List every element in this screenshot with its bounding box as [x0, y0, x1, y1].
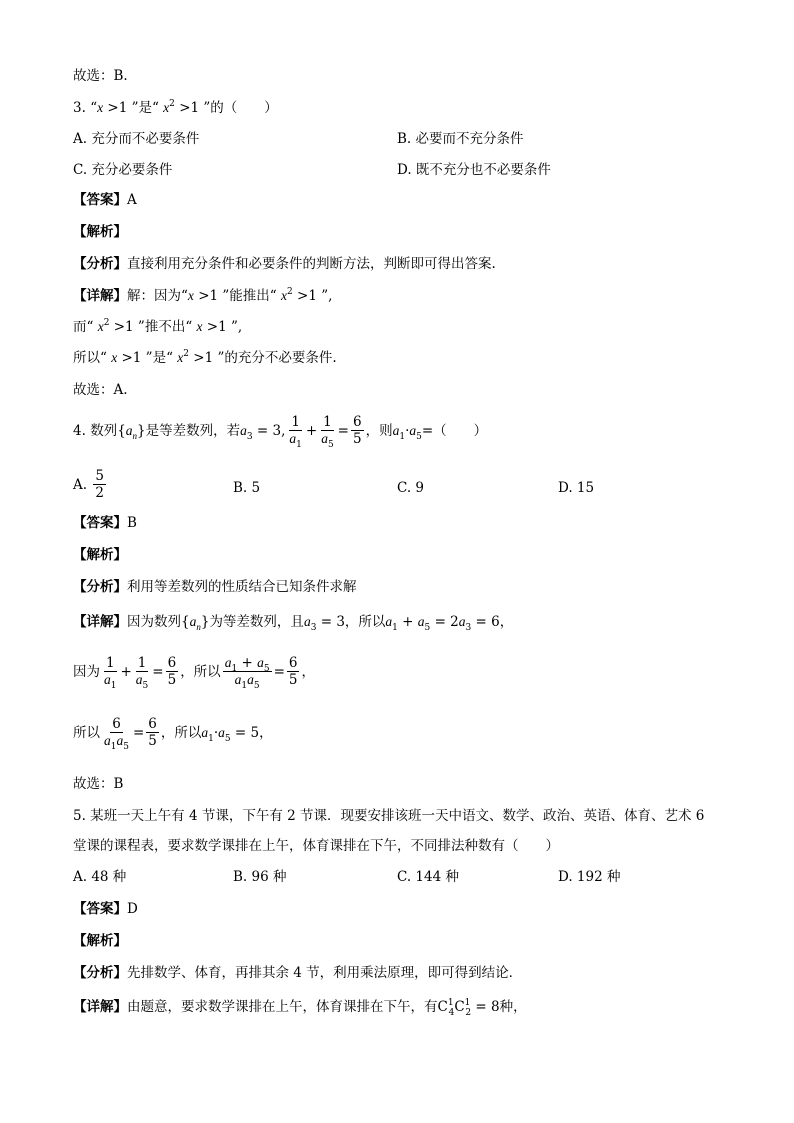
q4-fenxi: 【分析】利用等差数列的性质结合已知条件求解	[73, 579, 357, 595]
q4-option-c: C. 9	[397, 480, 425, 496]
q4-xiangjie-line2: 因为 $\frac{1}{a_1}$ + $\frac{1}{a_5}$ = $\frac{6}{5}$ ，所以 $\frac{a_1 + a_5}{a_1a_5}$ = $\frac{6}{5}$ ，	[73, 655, 315, 691]
q5-stem-line1: 5. 某班一天上午有 4 节课，下午有 2 节课．现要安排该班一天中语文、数学、政治、英语、体育、艺术 6	[73, 808, 705, 824]
q4-conclusion: 故选：B	[73, 776, 124, 792]
q4-stem: 4. 数列 $\{a_n\}$ 是等差数列，若 $a_3 = 3$, $\frac{1}{a_1}$ + $\frac{1}{a_5}$ = $\frac{6}{5}$ ，则 $a_1\cdot a_5$ =（ ）	[73, 414, 488, 450]
q4-xiangjie-line3: 所以 $\frac{6}{a_1a_5}$ = $\frac{6}{5}$ ，所以 $a_1\cdot a_5 = 5$ ，	[73, 716, 273, 752]
q3-xiangjie-line2: 而“ $x^2 >1$ ”推不出“ x >1 ”,	[73, 318, 243, 335]
q5-option-d: D. 192 种	[558, 869, 621, 885]
q3-option-c: C. 充分必要条件	[73, 162, 173, 178]
q4-option-b: B. 5	[233, 480, 261, 496]
prev-conclusion: 故选：B.	[73, 68, 128, 84]
q5-fenxi: 【分析】先排数学、体育，再排其余 4 节，利用乘法原理，即可得到结论．	[73, 965, 523, 981]
q4-option-d: D. 15	[558, 480, 595, 496]
q5-xiangjie: 【详解】由题意，要求数学课排在上午，体育课排在下午，有$C^1_4C^1_2 = 8$种，	[73, 998, 527, 1018]
q3-option-b: B. 必要而不充分条件	[397, 131, 524, 147]
q3-answer: 【答案】A	[73, 192, 137, 208]
q4-analysis-heading: 【解析】	[73, 547, 127, 563]
q3-stem: 3. “x >1 ”是“ $x^2 >1$ ”的（ ）	[73, 99, 278, 116]
q3-fenxi: 【分析】直接利用充分条件和必要条件的判断方法，判断即可得出答案.	[73, 256, 496, 272]
q5-option-c: C. 144 种	[397, 869, 459, 885]
q3-option-d: D. 既不充分也不必要条件	[397, 162, 551, 178]
q3-xiangjie-line3: 所以“ x >1 ”是“ $x^2 >1$ ”的充分不必要条件.	[73, 349, 337, 366]
q5-option-b: B. 96 种	[233, 869, 287, 885]
q5-analysis-heading: 【解析】	[73, 933, 127, 949]
q3-xiangjie-line1: 【详解】解：因为“x >1 ”能推出“ $x^2 >1$ ”,	[73, 287, 333, 304]
q3-conclusion: 故选：A.	[73, 382, 128, 398]
q3-analysis-heading: 【解析】	[73, 224, 127, 240]
q5-answer: 【答案】D	[73, 901, 138, 917]
q4-xiangjie-line1: 【详解】因为数列$\{a_n\}$为等差数列，且$a_3 = 3$，所以$a_1 + a_5 = 2a_3 = 6$，	[73, 614, 514, 633]
q5-option-a: A. 48 种	[73, 869, 127, 885]
q4-answer: 【答案】B	[73, 515, 137, 531]
q3-option-a: A. 充分而不必要条件	[73, 131, 200, 147]
q4-option-a: A. $\frac{5}{2}$	[73, 468, 104, 501]
q5-stem-line2: 堂课的课程表，要求数学课排在上午，体育课排在下午，不同排法种数有（ ）	[73, 838, 559, 854]
